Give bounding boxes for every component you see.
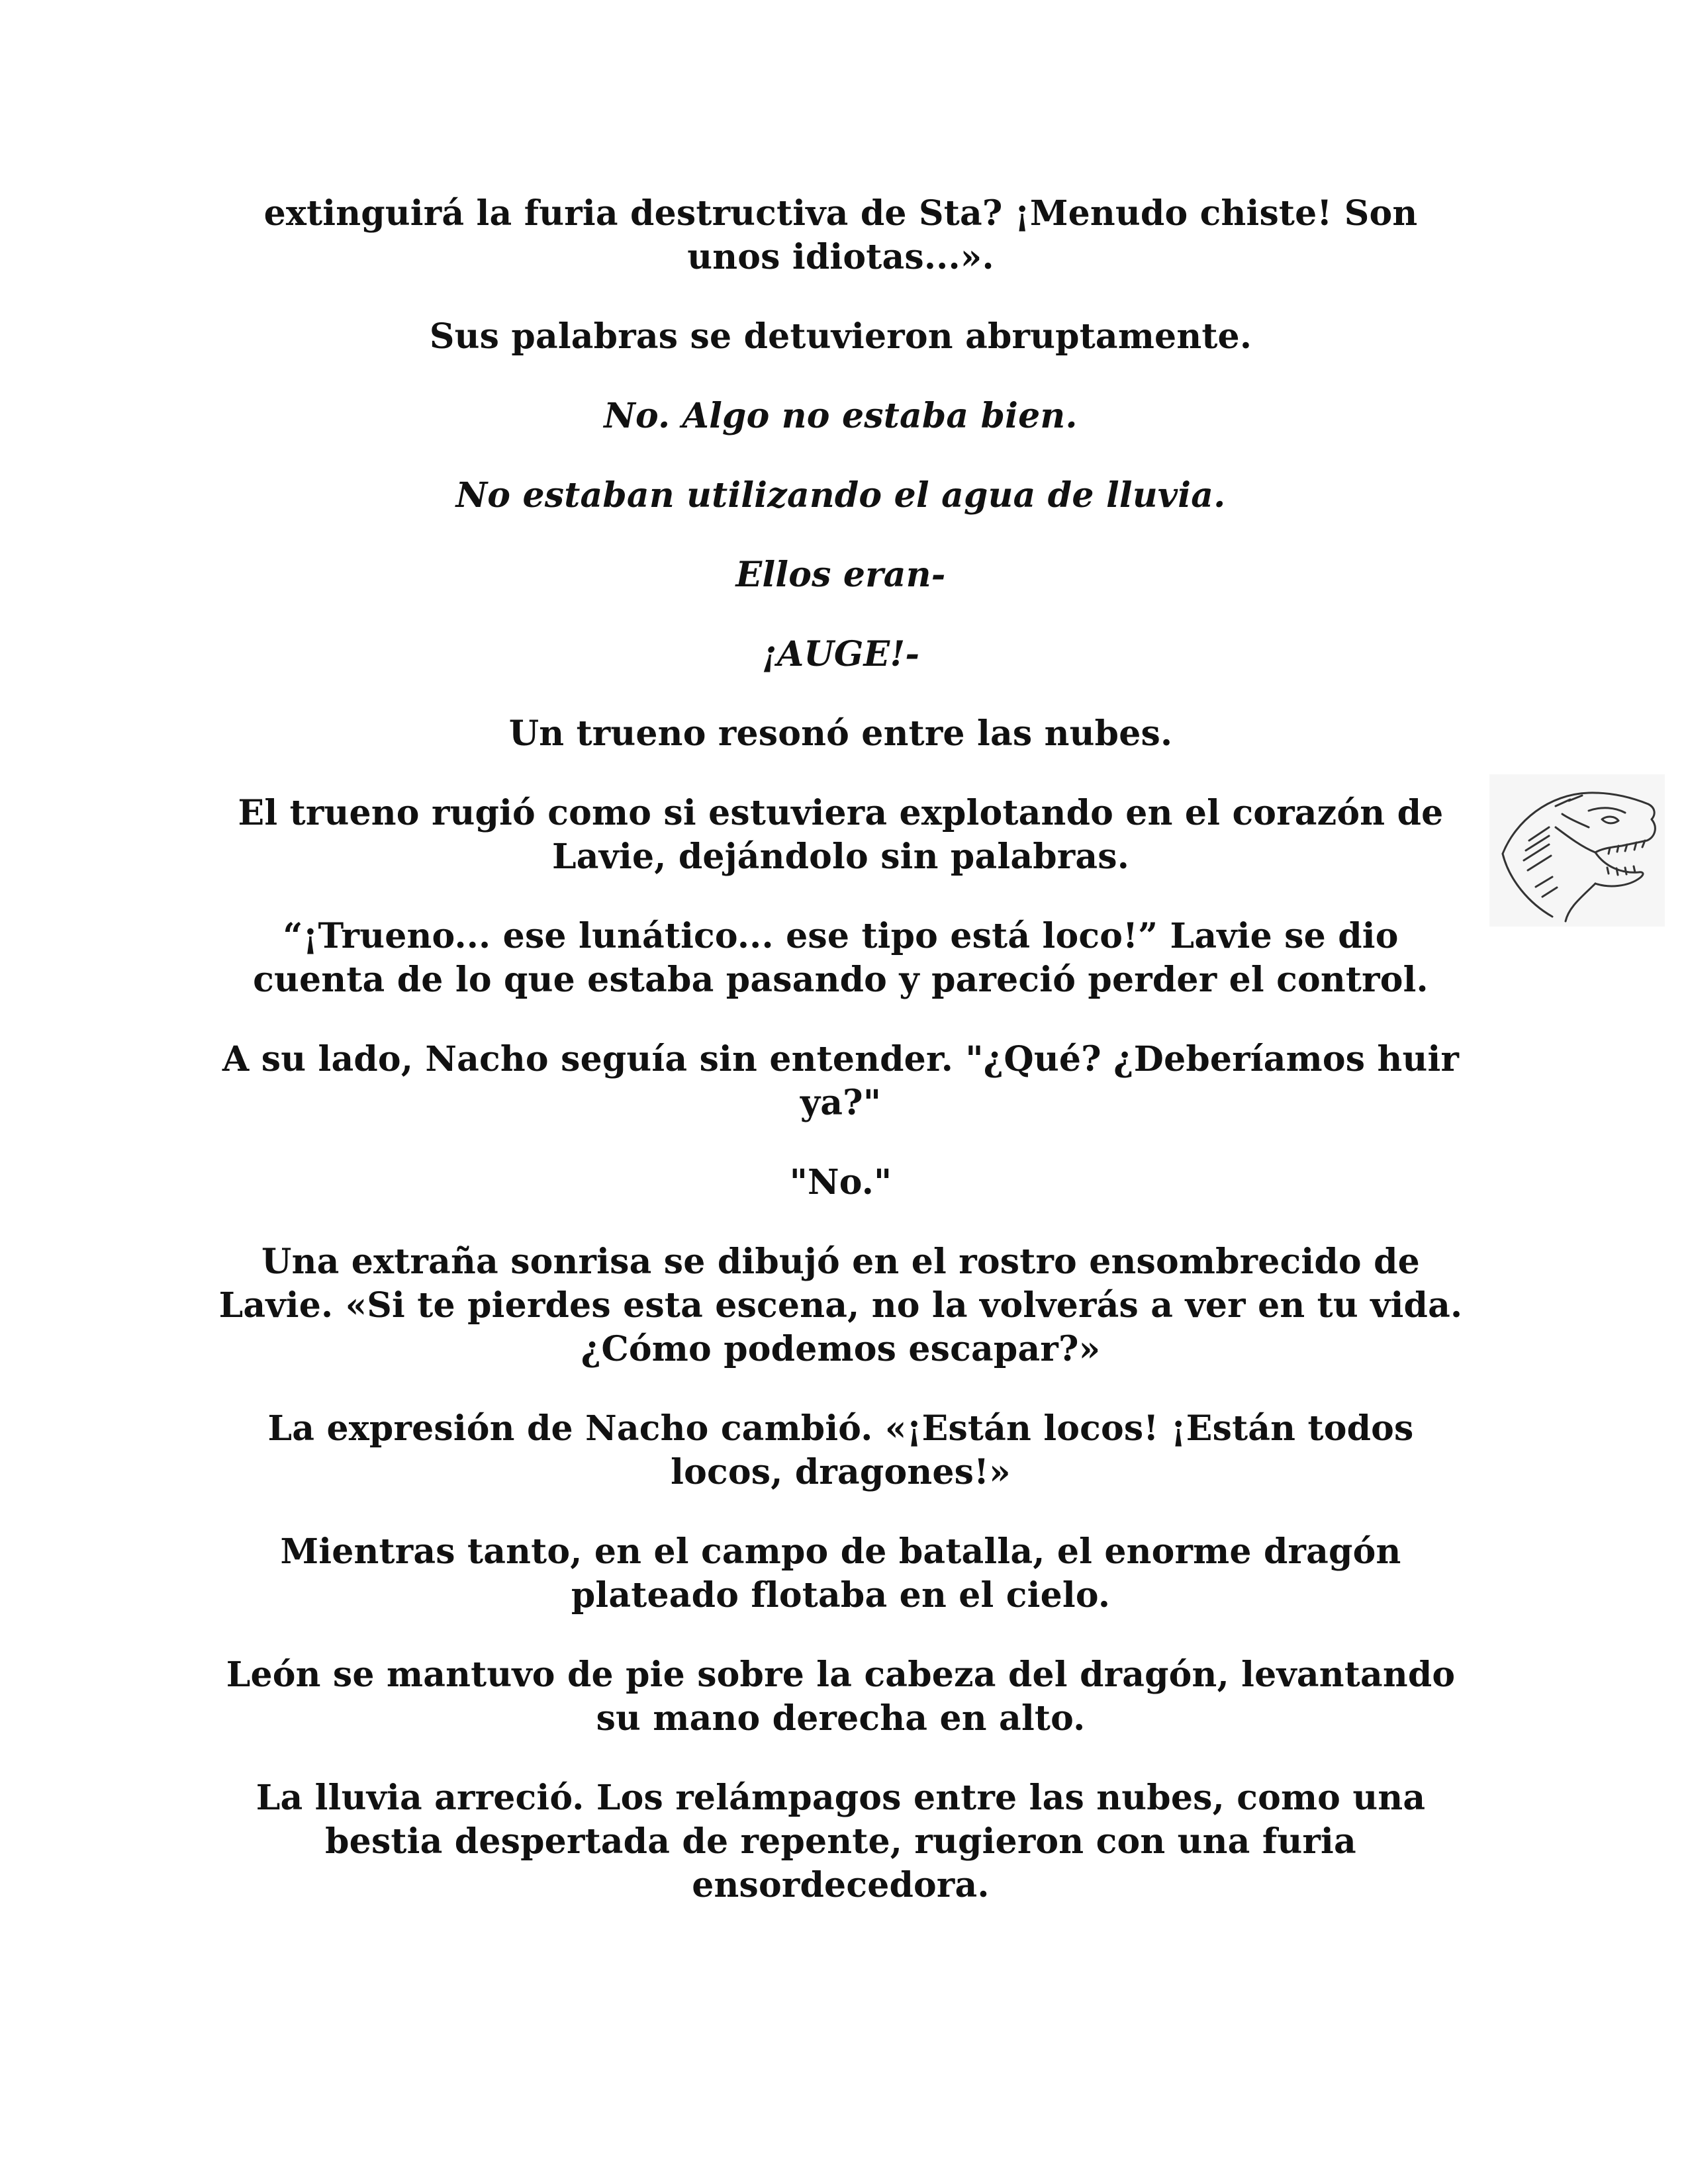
paragraph-15: León se mantuvo de pie sobre la cabeza del dragón, levantando su mano derecha en alto. xyxy=(226,1655,1456,1739)
paragraph-13: La expresión de Nacho cambió. «¡Están locos! ¡Están todos locos, dragones!» xyxy=(267,1408,1414,1492)
paragraph-12: Una extraña sonrisa se dibujó en el rostro ensombrecido de Lavie. «Si te pierdes esta escena, no la volverás a ver en tu vida. ¿Cómo podemos escapar?» xyxy=(218,1242,1463,1369)
paragraph-16: La lluvia arreció. Los relámpagos entre las nubes, como una bestia despertada de repente, rugieron con una furia ensordecedora. xyxy=(256,1778,1426,1905)
dinosaur-head-sketch-icon xyxy=(1489,774,1665,927)
dinosaur-head-drawing xyxy=(1489,774,1665,927)
paragraph-9: “¡Trueno... ese lunático... ese tipo está loco!” Lavie se dio cuenta de lo que estaba pasando y pareció perder el control. xyxy=(253,916,1429,1000)
paragraph-2: Sus palabras se detuvieron abruptamente. xyxy=(429,316,1252,357)
paragraph-4: No estaban utilizando el agua de lluvia. xyxy=(455,475,1226,516)
paragraph-8: El trueno rugió como si estuviera explotando en el corazón de Lavie, dejándolo sin palabras. xyxy=(238,793,1444,877)
paragraph-7: Un trueno resonó entre las nubes. xyxy=(508,713,1173,754)
paragraph-3: No. Algo no estaba bien. xyxy=(604,396,1078,436)
paragraph-14: Mientras tanto, en el campo de batalla, el enorme dragón plateado flotaba en el cielo. xyxy=(280,1531,1401,1615)
paragraph-11: "No." xyxy=(789,1162,892,1203)
paragraph-1: extinguirá la furia destructiva de Sta? ¡Menudo chiste! Son unos idiotas...». xyxy=(263,193,1418,277)
document-body xyxy=(218,192,1463,1943)
paragraph-6: ¡AUGE!- xyxy=(761,634,920,674)
paragraph-10: A su lado, Nacho seguía sin entender. "¿Qué? ¿Deberíamos huir ya?" xyxy=(222,1039,1460,1123)
paragraph-5: Ellos eran- xyxy=(735,555,946,595)
